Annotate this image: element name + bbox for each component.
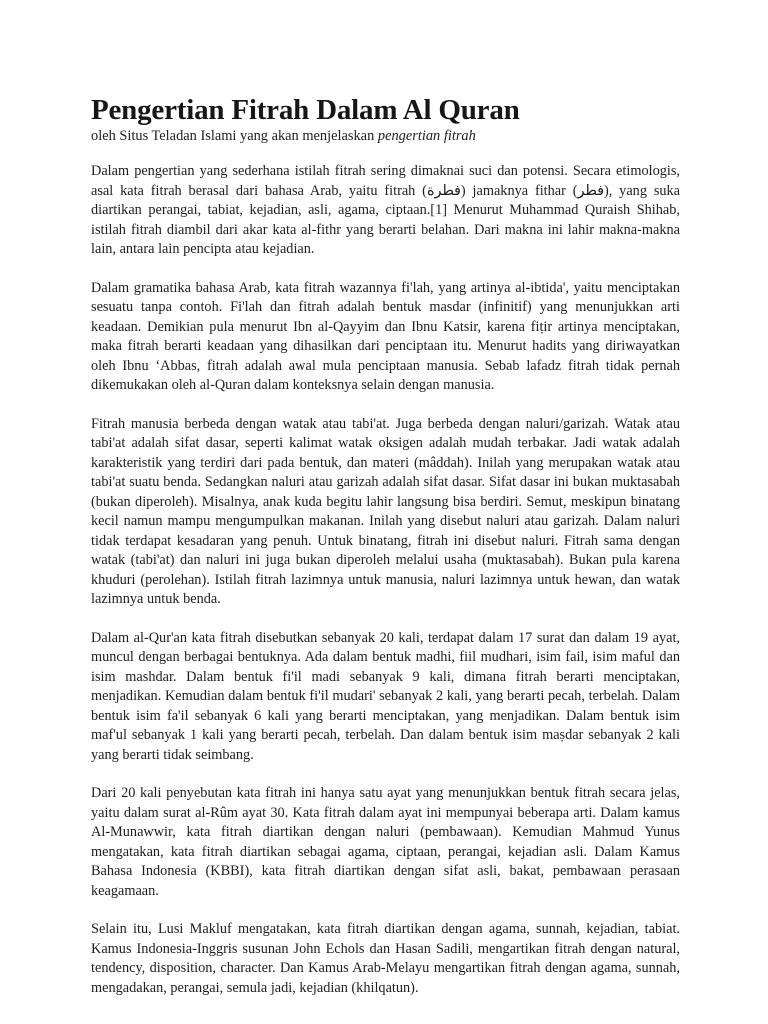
paragraph-penyebutan-quran: Dalam al-Qur'an kata fitrah disebutkan sebanyak 20 kali, terdapat dalam 17 surat dan dalam 19 ayat, muncul dengan berbagai bentuknya. Ada dalam bentuk madhi, fiil mudhari, isim fail, isim maful dan isim mashdar. Dalam bentuk fi'il madi sebanyak 9 kali, dimana fitrah berarti menciptakan, menjadikan. Kemudian dalam bentuk fi'il mudari' sebanyak 2 kali, yang berarti pecah, terbelah. Dalam bentuk isim fa'il sebanyak 6 kali yang berarti menciptakan, yang menjadikan. Dalam bentuk isim maf'ul sebanyak 1 kali yang berarti pecah, terbelah. Dan dalam bentuk isim maṣdar sebanyak 2 kali yang berarti tidak seimbang. [91, 629, 680, 763]
byline-text: oleh Situs Teladan Islami yang akan menjelaskan [91, 128, 378, 144]
paragraph-etimologi: Dalam pengertian yang sederhana istilah fitrah sering dimaknai suci dan potensi. Secara etimologis, asal kata fitrah berasal dari bahasa Arab, yaitu fitrah (فطرة) jamaknya fithar (فطر), yang suka diartikan perangai, tabiat, kejadian, asli, agama, ciptaan.[1] Menurut Muhammad Quraish Shihab, istilah fitrah diambil dari akar kata al-fithr yang berarti belahan. Dari makna ini lahir makna-makna lain, antara lain pencipta atau kejadian. [91, 163, 681, 257]
paragraph-arti-kamus: Dari 20 kali penyebutan kata fitrah ini hanya satu ayat yang menunjukkan bentuk fitrah secara jelas, yaitu dalam surat al-Rûm ayat 30. Kata fitrah dalam ayat ini mempunyai beberapa arti. Dalam kamus Al-Munawwir, kata fitrah diartikan dengan naluri (pembawaan). Kemudian Mahmud Yunus mengatakan, kata fitrah diartikan sebagai agama, ciptaan, perangai, kejadian asli. Dalam Kamus Bahasa Indonesia (KBBI), kata fitrah diartikan dengan sifat asli, bakat, pembawaan perasaan keagamaan. [91, 785, 680, 899]
byline-emphasis: pengertian fitrah [377, 128, 476, 144]
page-title: Pengertian Fitrah Dalam Al Quran [91, 94, 520, 126]
byline [91, 127, 680, 146]
paragraph-watak-naluri: Fitrah manusia berbeda dengan watak atau tabi'at. Juga berbeda dengan naluri/garizah. Watak atau tabi'at adalah sifat dasar, seperti kalimat watak oksigen adalah mudah terbakar. Jadi watak adalah karakteristik yang terdiri dari pada bentuk, dan materi (mâddah). Inilah yang merupakan watak atau tabi'at suatu benda. Sedangkan naluri atau garizah adalah sifat dasar. Sifat dasar ini bukan muktasabah (bukan diperoleh). Misalnya, anak kuda begitu lahir langsung bisa berdiri. Semut, meskipun binatang kecil namun mampu mengumpulkan makanan. Inilah yang disebut naluri atau garizah. Dalam naluri tidak terdapat kesadaran yang penuh. Untuk binatang, fitrah ini disebut naluri. Fitrah sama dengan watak (tabi'at) dan naluri ini juga bukan diperoleh melalui usaha (muktasabah). Bukan pula karena khuduri (perolehan). Istilah fitrah lazimnya untuk manusia, naluri lazimnya untuk hewan, dan watak lazimnya untuk benda. [91, 415, 680, 607]
paragraph-gramatika: Dalam gramatika bahasa Arab, kata fitrah wazannya fi'lah, yang artinya al-ibtida', yaitu menciptakan sesuatu tanpa contoh. Fi'lah dan fitrah adalah bentuk masdar (infinitif) yang menunjukkan arti keadaan. Demikian pula menurut Ibn al-Qayyim dan Ibnu Katsir, karena fiṭir artinya menciptakan, maka fitrah berarti keadaan yang dihasilkan dari penciptaan itu. Menurut hadits yang diriwayatkan oleh Ibnu ‘Abbas, fitrah adalah awal mula penciptaan manusia. Sebab lafadz fitrah tidak pernah dikemukakan oleh al-Quran dalam konteksnya selain dengan manusia. [91, 279, 680, 393]
paragraph-arti-lain: Selain itu, Lusi Makluf mengatakan, kata fitrah diartikan dengan agama, sunnah, kejadian, tabiat. Kamus Indonesia-Inggris susunan John Echols dan Hasan Sadili, mengartikan fitrah dengan natural, tendency, disposition, character. Dan Kamus Arab-Melayu mengartikan fitrah dengan agama, sunnah, mengadakan, perangai, semula jadi, kejadian (khilqatun). [91, 921, 680, 996]
